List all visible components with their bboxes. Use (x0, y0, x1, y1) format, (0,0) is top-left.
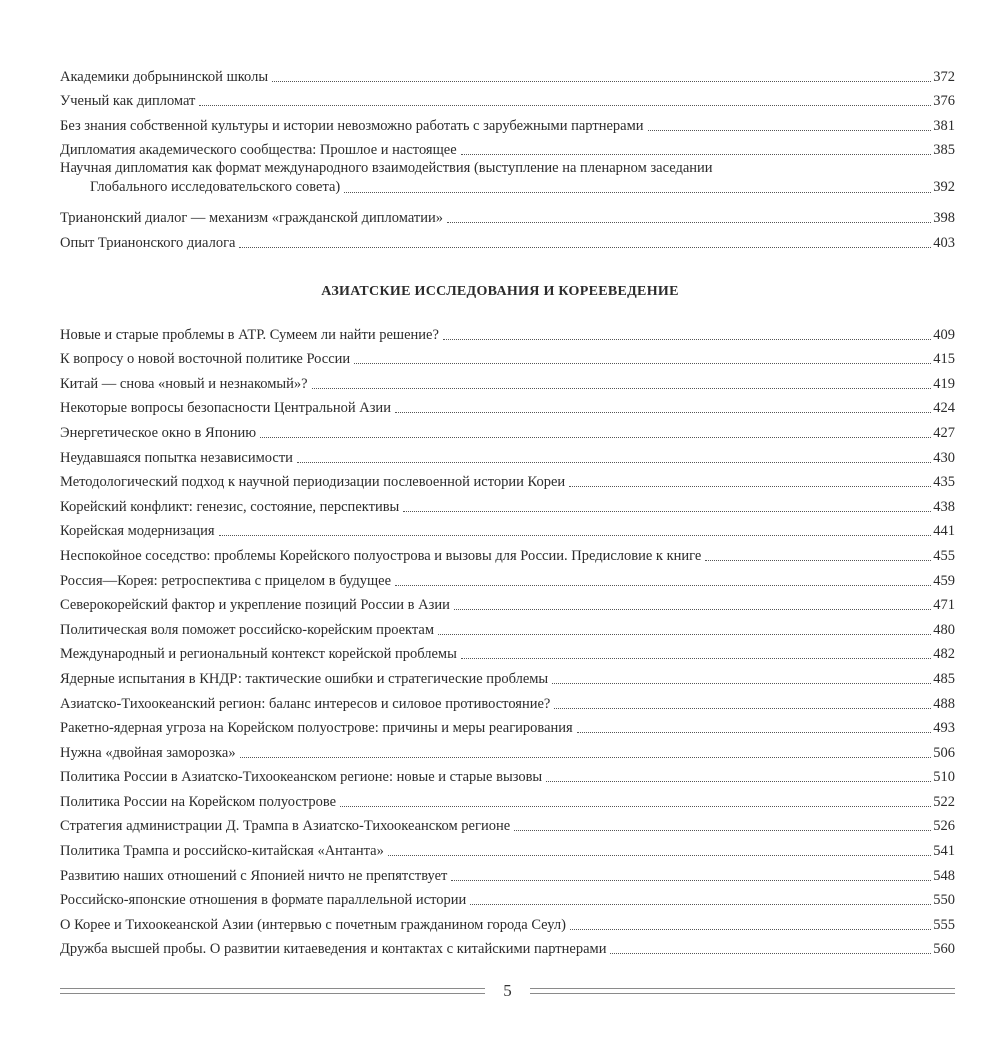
toc-entry-page: 435 (933, 474, 955, 491)
toc-entry-title: Политика Трампа и российско-китайская «Антанта» (60, 843, 384, 860)
toc-entry-title: Энергетическое окно в Японию (60, 424, 257, 441)
toc-entry (60, 393, 955, 418)
toc-entry (60, 885, 955, 910)
dot-leader (447, 222, 931, 223)
toc-entry-page: 455 (933, 547, 955, 564)
toc-entry-page: 550 (933, 892, 955, 909)
toc-entry (60, 417, 955, 442)
toc-entry-page: 430 (933, 449, 955, 466)
toc-entry-page: 372 (933, 68, 955, 85)
toc-entry (60, 319, 955, 344)
dot-leader (554, 708, 931, 709)
toc-entry-page: 381 (933, 117, 955, 134)
toc-entry (60, 786, 955, 811)
toc-entry (60, 639, 955, 664)
toc-entry (60, 762, 955, 787)
toc-entry-page: 506 (933, 744, 955, 761)
dot-leader (470, 904, 931, 905)
toc-entry-title: Некоторые вопросы безопасности Центральной Азии (60, 400, 391, 417)
toc-entry-title: Азиатско-Тихоокеанский регион: баланс интересов и силовое противостояние? (60, 695, 551, 712)
dot-leader (552, 683, 931, 684)
dot-leader (199, 105, 931, 106)
toc-entry (60, 688, 955, 713)
toc-entry-title: Академики добрынинской школы (60, 68, 269, 85)
toc-entry-title: Неудавшаяся попытка независимости (60, 449, 293, 466)
toc-entry-title: Методологический подход к научной периодизации послевоенной истории Кореи (60, 474, 566, 491)
toc-entry-title: Без знания собственной культуры и истории невозможно работать с зарубежными партнерами (60, 117, 644, 134)
toc-entry-page: 441 (933, 523, 955, 540)
dot-leader (312, 388, 932, 389)
toc-entry-title: Ученый как дипломат (60, 93, 196, 110)
toc-entry-page: 427 (933, 424, 955, 441)
dot-leader (297, 462, 931, 463)
toc-entry (60, 442, 955, 467)
toc-entry-page: 480 (933, 621, 955, 638)
toc-entry-title-line1: Научная дипломатия как формат международного взаимодействия (выступление на пленарном заседании (60, 160, 713, 177)
toc-entry (60, 860, 955, 885)
toc-entry-title-line2: Глобального исследовательского совета) (90, 179, 341, 196)
dot-leader (570, 929, 931, 930)
toc-entry (60, 491, 955, 516)
toc-entry (60, 368, 955, 393)
toc-entry-title: Политика России в Азиатско-Тихоокеанском регионе: новые и старые вызовы (60, 769, 543, 786)
toc-entry-title: К вопросу о новой восточной политике России (60, 351, 351, 368)
dot-leader (240, 757, 932, 758)
toc-entry-multiline (60, 159, 955, 202)
toc-entry-title: Ядерные испытания в КНДР: тактические ошибки и стратегические проблемы (60, 670, 549, 687)
toc-entry (60, 934, 955, 959)
toc-entry-page: 403 (933, 234, 955, 251)
toc-entry (60, 467, 955, 492)
toc-entry (60, 909, 955, 934)
toc-entry (60, 565, 955, 590)
toc-entry-page: 548 (933, 867, 955, 884)
dot-leader (514, 830, 931, 831)
toc-entry (60, 227, 955, 252)
toc-section-diplomacy (60, 61, 955, 252)
toc-entry-page: 493 (933, 720, 955, 737)
dot-leader (610, 953, 931, 954)
toc-entry-page: 409 (933, 326, 955, 343)
dot-leader (577, 732, 932, 733)
dot-leader (260, 437, 931, 438)
toc-entry-title: О Корее и Тихоокеанской Азии (интервью с почетным гражданином города Сеул) (60, 916, 566, 933)
toc-entry (60, 737, 955, 762)
toc-entry (60, 202, 955, 227)
dot-leader (388, 855, 931, 856)
toc-entry-title: Ракетно-ядерная угроза на Корейском полуострове: причины и меры реагирования (60, 720, 573, 737)
toc-entry-page: 526 (933, 818, 955, 835)
toc-entry (60, 835, 955, 860)
toc-entry-title: Стратегия администрации Д. Трампа в Азиатско-Тихоокеанском регионе (60, 818, 511, 835)
footer-rule-left (60, 988, 485, 994)
dot-leader (546, 781, 931, 782)
toc-entry (60, 811, 955, 836)
toc-entry-page: 482 (933, 646, 955, 663)
toc-entry-page: 376 (933, 93, 955, 110)
toc-entry-page: 471 (933, 597, 955, 614)
footer-rule-right (530, 988, 955, 994)
toc-entry-page: 488 (933, 695, 955, 712)
toc-entry-title: Китай — снова «новый и незнакомый»? (60, 375, 308, 392)
toc-entry (60, 110, 955, 135)
toc-entry-page: 510 (933, 769, 955, 786)
toc-entry-page: 541 (933, 843, 955, 860)
dot-leader (272, 81, 931, 82)
toc-entry (60, 614, 955, 639)
dot-leader (239, 247, 931, 248)
toc-entry-title: Международный и региональный контекст корейской проблемы (60, 646, 457, 663)
dot-leader (340, 806, 931, 807)
dot-leader (395, 585, 931, 586)
toc-entry-title: Неспокойное соседство: проблемы Корейского полуострова и вызовы для России. Предисловие к книге (60, 547, 702, 564)
dot-leader (705, 560, 931, 561)
toc-entry-title: Развитию наших отношений с Японией ничто не препятствует (60, 867, 448, 884)
dot-leader (344, 192, 931, 193)
toc-entry-title: Корейская модернизация (60, 523, 215, 540)
toc-entry (60, 516, 955, 541)
toc-entry (60, 540, 955, 565)
toc-entry-page: 419 (933, 375, 955, 392)
dot-leader (451, 880, 931, 881)
toc-entry-page: 424 (933, 400, 955, 417)
toc-entry-page: 459 (933, 572, 955, 589)
toc-entry (60, 86, 955, 111)
dot-leader (354, 363, 931, 364)
toc-entry (60, 135, 955, 160)
toc-entry-title: Российско-японские отношения в формате параллельной истории (60, 892, 467, 909)
dot-leader (219, 535, 932, 536)
toc-entry-title: Опыт Трианонского диалога (60, 234, 236, 251)
dot-leader (403, 511, 931, 512)
toc-entry (60, 663, 955, 688)
toc-entry-page: 555 (933, 916, 955, 933)
dot-leader (438, 634, 931, 635)
page-number: 5 (503, 981, 512, 1000)
toc-entry-page: 560 (933, 941, 955, 958)
toc-entry-title: Нужна «двойная заморозка» (60, 744, 236, 761)
toc-entry-title: Новые и старые проблемы в АТР. Сумеем ли найти решение? (60, 326, 439, 343)
toc-entry-page: 398 (933, 209, 955, 226)
toc-entry-title: Дипломатия академического сообщества: Прошлое и настоящее (60, 142, 457, 159)
toc-entry-page: 438 (933, 498, 955, 515)
dot-leader (443, 339, 931, 340)
toc-entry (60, 590, 955, 615)
toc-entry-page: 522 (933, 793, 955, 810)
toc-entry-title: Трианонский диалог — механизм «гражданской дипломатии» (60, 209, 443, 226)
toc-entry-page: 385 (933, 142, 955, 159)
dot-leader (395, 412, 931, 413)
dot-leader (454, 609, 931, 610)
toc-entry-page: 415 (933, 351, 955, 368)
toc-entry (60, 713, 955, 738)
toc-entry (60, 344, 955, 369)
dot-leader (461, 658, 931, 659)
toc-entry-line2 (60, 178, 955, 197)
page-footer (60, 981, 955, 1000)
toc-entry-page: 485 (933, 670, 955, 687)
toc-entry-page: 392 (933, 179, 955, 196)
toc-entry-title: Россия—Корея: ретроспектива с прицелом в будущее (60, 572, 392, 589)
dot-leader (461, 154, 932, 155)
toc-entry-title: Политическая воля поможет российско-корейским проектам (60, 621, 435, 638)
toc-entry-title: Северокорейский фактор и укрепление позиций России в Азии (60, 597, 450, 614)
toc-section-asian-studies (60, 319, 955, 958)
toc-entry-title: Корейский конфликт: генезис, состояние, перспективы (60, 498, 400, 515)
toc-entry (60, 61, 955, 86)
toc-entry-title: Политика России на Корейском полуострове (60, 793, 337, 810)
toc-entry-title: Дружба высшей пробы. О развитии китаеведения и контактах с китайскими партнерами (60, 941, 607, 958)
dot-leader (569, 486, 931, 487)
dot-leader (648, 130, 932, 131)
section-heading: АЗИАТСКИЕ ИССЛЕДОВАНИЯ И КОРЕЕВЕДЕНИЕ (321, 284, 679, 299)
